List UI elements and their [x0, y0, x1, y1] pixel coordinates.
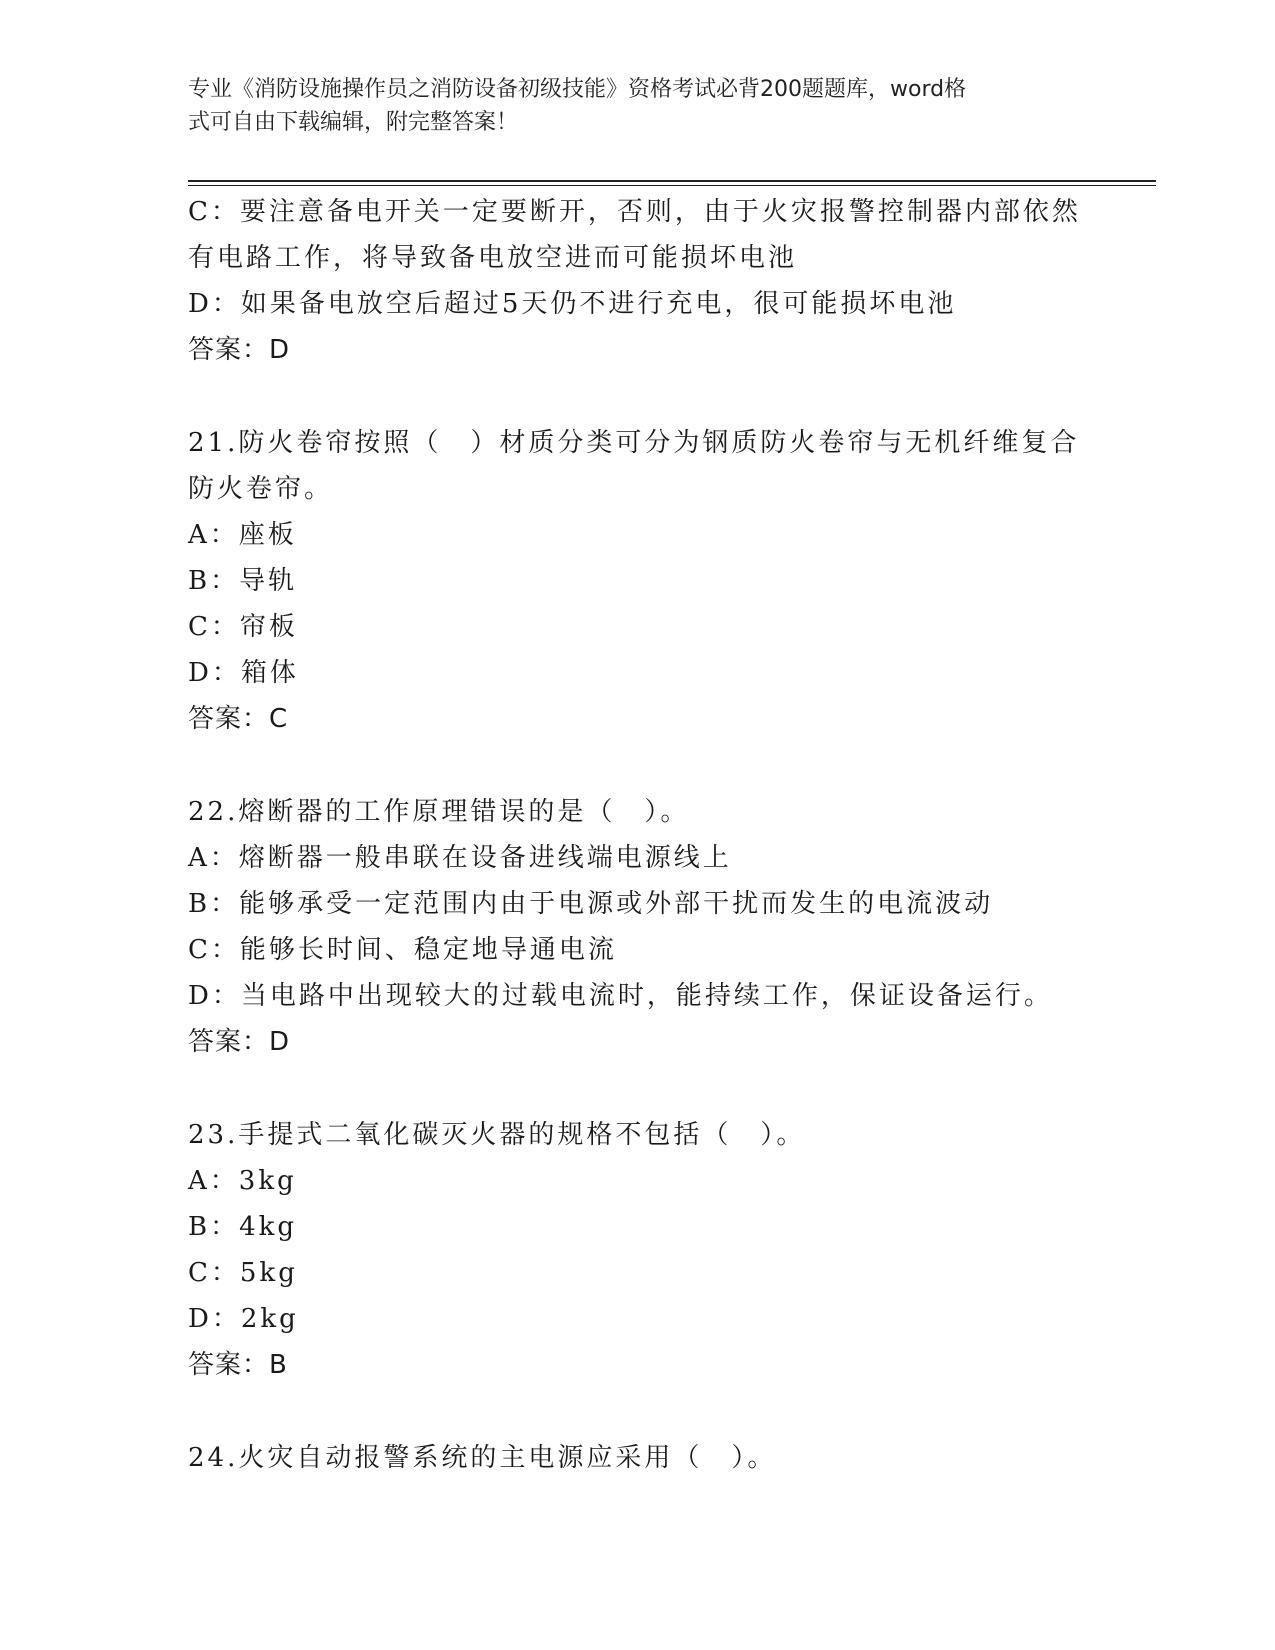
header-divider-thin [188, 185, 1156, 186]
answer: 答案：B [188, 1350, 288, 1380]
spacer [188, 1388, 1088, 1435]
option-c: C：能够长时间、稳定地导通电流 [188, 935, 617, 965]
option-b: B：能够承受一定范围内由于电源或外部干扰而发生的电流波动 [188, 889, 994, 919]
option-a: A：熔断器一般串联在设备进线端电源线上 [188, 843, 732, 873]
option-d: D：箱体 [188, 658, 299, 688]
document-header [188, 73, 1068, 139]
previous-question-tail [188, 189, 1088, 373]
header-line-2: 式可自由下载编辑，附完整答案！ [188, 110, 519, 135]
header-divider-thick [188, 180, 1156, 182]
option-d: D：2kg [188, 1304, 299, 1334]
question-21 [188, 420, 1088, 742]
option-a: A：3kg [188, 1166, 297, 1196]
question-stem-line-1: 21.防火卷帘按照（ ）材质分类可分为钢质防火卷帘与无机纤维复合 [188, 428, 1080, 458]
question-stem: 23.手提式二氧化碳灭火器的规格不包括（ ）。 [188, 1120, 806, 1150]
question-stem: 24.火灾自动报警系统的主电源应采用（ ）。 [188, 1443, 777, 1473]
answer: 答案：D [188, 335, 291, 365]
spacer [188, 742, 1088, 789]
question-stem: 22.熔断器的工作原理错误的是（ ）。 [188, 797, 690, 827]
option-d: D：当电路中出现较大的过载电流时，能持续工作，保证设备运行。 [188, 981, 1053, 1011]
option-d: D：如果备电放空后超过5天仍不进行充电，很可能损坏电池 [188, 289, 957, 319]
option-a: A：座板 [188, 520, 297, 550]
question-22 [188, 789, 1088, 1065]
option-c-line-1: C：要注意备电开关一定要断开，否则，由于火灾报警控制器内部依然 [188, 197, 1081, 227]
question-23 [188, 1112, 1088, 1388]
spacer [188, 373, 1088, 420]
document-body [188, 189, 1088, 1481]
question-24 [188, 1435, 1088, 1481]
header-line-1: 专业《消防设施操作员之消防设备初级技能》资格考试必背200题题库，word格 [188, 77, 967, 102]
answer: 答案：D [188, 1027, 291, 1057]
option-b: B：导轨 [188, 566, 298, 596]
option-c-line-2: 有电路工作，将导致备电放空进而可能损坏电池 [188, 243, 798, 273]
option-c: C：5kg [188, 1258, 298, 1288]
answer: 答案：C [188, 704, 289, 734]
question-stem-line-2: 防火卷帘。 [188, 474, 334, 504]
option-b: B：4kg [188, 1212, 298, 1242]
option-c: C：帘板 [188, 612, 298, 642]
spacer [188, 1065, 1088, 1112]
